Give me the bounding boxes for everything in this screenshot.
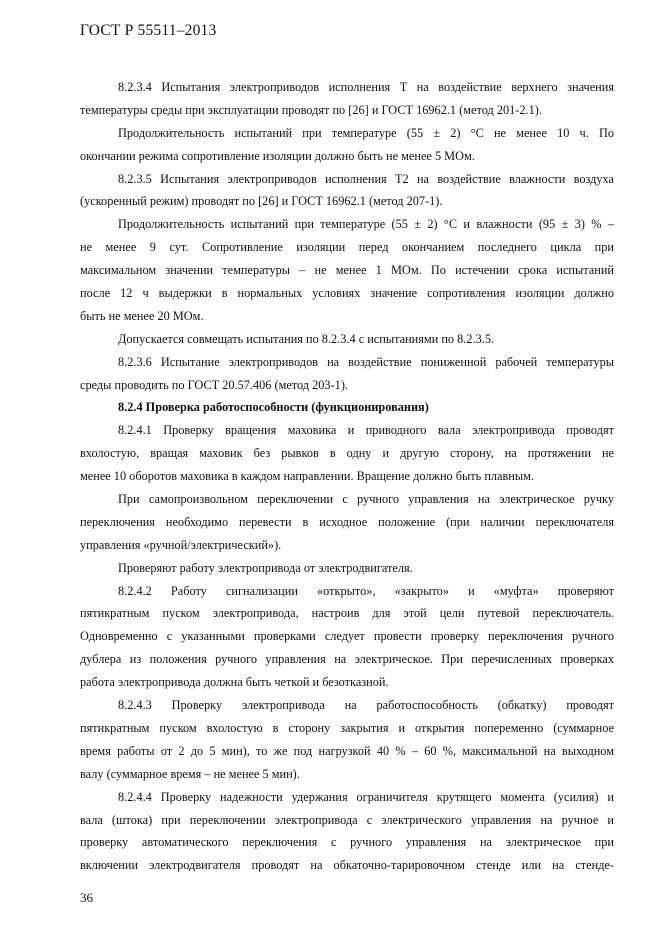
text-line: проверку автоматического переключения с ручного управления на электрическое при bbox=[80, 835, 614, 850]
text-line: вала (штока) при переключении электропривода с электрического управления на ручное и bbox=[80, 812, 614, 827]
text-line: Одновременно с указанными проверками следует провести проверку переключения ручного bbox=[80, 629, 614, 644]
text-line: (ускоренный режим) проводят по [26] и ГОСТ 16962.1 (метод 207-1). bbox=[80, 194, 443, 209]
text-line: 8.2.3.4 Испытания электроприводов исполнения Т на воздействие верхнего значения bbox=[118, 80, 614, 94]
text-line: включении электродвигателя проводят на обкаточно-тарировочном стенде или на стенде- bbox=[80, 858, 614, 873]
text-line: время работы от 2 до 5 мин), то же под нагрузкой 40 % – 60 %, максимальной на выходном bbox=[80, 743, 614, 758]
text-line: среды проводить по ГОСТ 20.57.406 (метод 203-1). bbox=[80, 377, 348, 392]
text-line: управления «ручной/электрический»). bbox=[80, 537, 282, 552]
text-line: переключения необходимо перевести в исходное положение (при наличии переключателя bbox=[80, 514, 614, 529]
text-line: не менее 9 сут. Сопротивление изоляции перед окончанием последнего цикла при bbox=[80, 240, 614, 255]
text-line: Проверяют работу электропривода от электродвигателя. bbox=[118, 560, 413, 575]
text-line: быть не менее 20 МОм. bbox=[80, 308, 204, 323]
page-number: 36 bbox=[80, 890, 93, 905]
text-line: 8.2.4.4 Проверку надежности удержания ограничителя крутящего момента (усилия) и bbox=[118, 789, 614, 804]
text-line: 8.2.3.6 Испытание электроприводов на воздействие пониженной рабочей температуры bbox=[118, 354, 614, 369]
text-line: работа электропривода должна быть четкой и безотказной. bbox=[80, 675, 389, 690]
text-line: пятикратным пуском вхолостую в сторону закрытия и открытия попеременно (суммарное bbox=[80, 720, 614, 735]
text-line: 8.2.4.3 Проверку электропривода на работоспособность (обкатку) проводят bbox=[118, 698, 614, 713]
text-line: При самопроизвольном переключении с ручного управления на электрическое ручку bbox=[118, 492, 614, 507]
text-line: 8.2.4 Проверка работоспособности (функционирования) bbox=[118, 400, 429, 415]
text-line: вхолостую, вращая маховик без рывков в одну и другую сторону, на протяжении не bbox=[80, 446, 614, 461]
text-line: дублера из положения ручного управления на электрическое. При перечисленных проверках bbox=[80, 652, 614, 667]
text-line: пятикратным пуском электропривода, настроив для этой цели путевой переключатель. bbox=[80, 606, 614, 621]
text-line: Продолжительность испытаний при температуре (55 ± 2) °С и влажности (95 ± 3) % – bbox=[118, 217, 614, 232]
document-header: ГОСТ Р 55511–2013 bbox=[80, 22, 217, 39]
text-line: валу (суммарное время – не менее 5 мин). bbox=[80, 766, 300, 781]
text-line: Допускается совмещать испытания по 8.2.3.4 с испытаниями по 8.2.3.5. bbox=[118, 331, 495, 346]
text-line: менее 10 оборотов маховика в каждом направлении. Вращение должно быть плавным. bbox=[80, 469, 535, 484]
text-line: 8.2.3.5 Испытания электроприводов исполнения Т2 на воздействие влажности воздуха bbox=[118, 171, 614, 186]
text-line: температуры среды при эксплуатации проводят по [26] и ГОСТ 16962.1 (метод 201-2.1). bbox=[80, 102, 542, 117]
text-line: Продолжительность испытаний при температуре (55 ± 2) °С не менее 10 ч. По bbox=[118, 125, 614, 140]
text-line: окончании режима сопротивление изоляции должно быть не менее 5 МОм. bbox=[80, 148, 475, 163]
text-line: максимальном значении температуры – не менее 1 МОм. По истечении срока испытаний bbox=[80, 263, 614, 278]
text-line: 8.2.4.2 Работу сигнализации «открыто», «закрыто» и «муфта» проверяют bbox=[118, 583, 614, 598]
text-line: после 12 ч выдержки в нормальных условиях значение сопротивления изоляции должно bbox=[80, 286, 614, 301]
document-body bbox=[80, 76, 614, 877]
text-line: 8.2.4.1 Проверку вращения маховика и приводного вала электропривода проводят bbox=[118, 423, 614, 438]
